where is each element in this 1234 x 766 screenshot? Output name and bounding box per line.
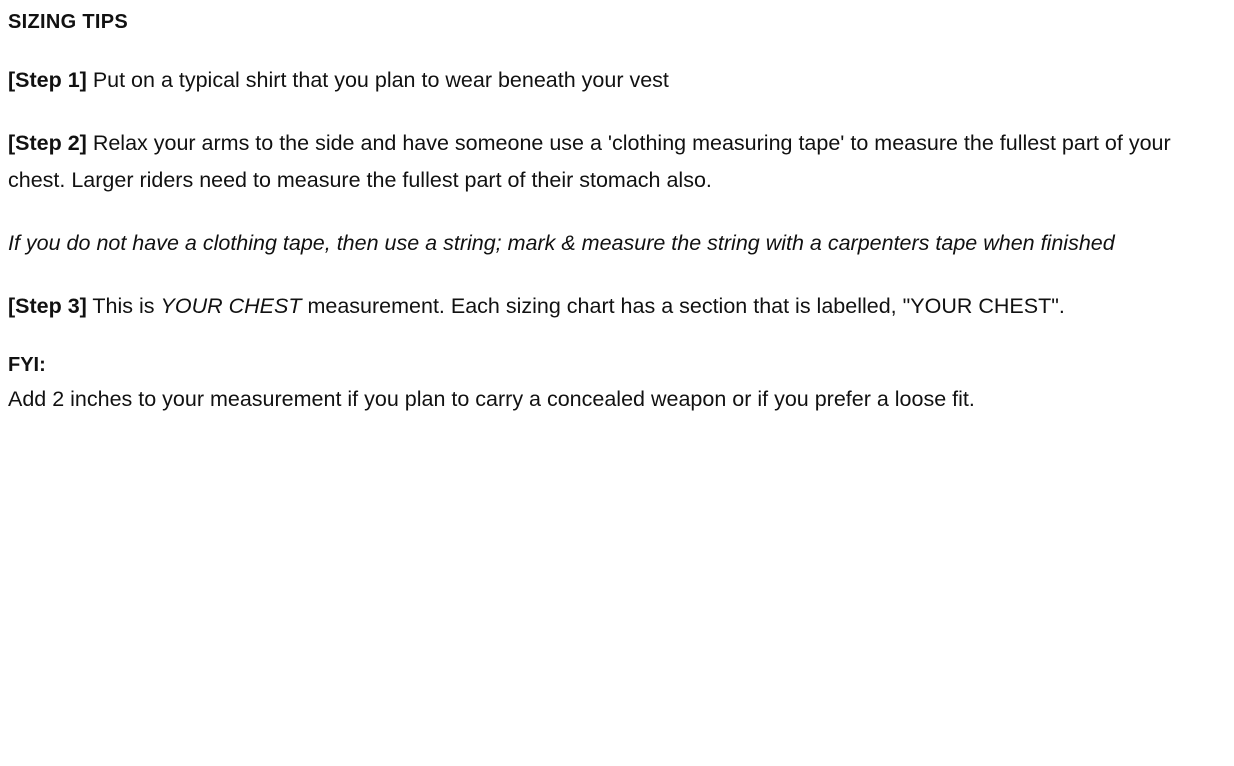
- fyi-body: Add 2 inches to your measurement if you plan to carry a concealed weapon or if you prefer a loose fit.: [8, 386, 975, 411]
- tape-note-paragraph: If you do not have a clothing tape, then use a string; mark & measure the string with a carpenters tape when finished: [8, 230, 1115, 255]
- step-3-text-before: This is: [86, 293, 161, 318]
- step-1-text: Put on a typical shirt that you plan to wear beneath your vest: [86, 68, 669, 92]
- step-2-text: Relax your arms to the side and have someone use a 'clothing measuring tape' to measure the fullest part of your chest. Larger riders need to measure the fullest part of their stomach also.: [8, 130, 1171, 192]
- step-1-paragraph: [8, 62, 1183, 99]
- fyi-heading: FYI:: [8, 353, 46, 376]
- step-2-paragraph: [8, 125, 1183, 199]
- step-1-tag: [Step 1]: [8, 68, 87, 92]
- step-3-emphasis: YOUR CHEST: [160, 293, 302, 318]
- step-3-paragraph: [8, 288, 1183, 325]
- step-3-text-after: measurement. Each sizing chart has a section that is labelled, "YOUR CHEST".: [301, 293, 1065, 318]
- step-2-tag: [Step 2]: [8, 130, 87, 155]
- page-title: SIZING TIPS: [8, 11, 128, 33]
- fyi-section: [8, 351, 1204, 418]
- step-3-tag: [Step 3]: [8, 293, 87, 318]
